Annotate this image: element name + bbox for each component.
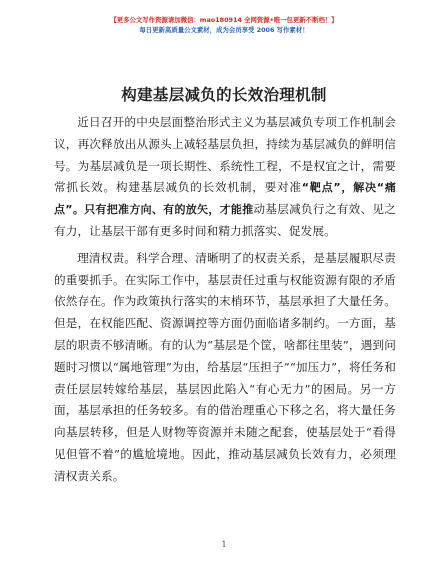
paragraph-intro-bold: “靶点”，解决“痛点”。只有把准方向、有的放矢，才能推	[54, 181, 396, 217]
document-body	[54, 112, 396, 488]
promo-banner-line-2: 每日更新高质量公文素材，成为会员享受 2006 写作素材！	[139, 26, 309, 34]
paragraph-clarify-responsibilities: 理清权责。科学合理、清晰明了的权责关系，是基层履职尽责的重要抓手。在实际工作中，基层责任过重与权能资源有限的矛盾依然存在。作为政策执行落实的末梢环节，基层承担了大量任务。但是，在权能匹配、资源调控等方面仍面临诸多制约。一方面，基层的职责不够清晰。有的认为“基层是个筐，啥都往里装”，遇到问题时习惯以“属地管理”为由，给基层“压担子”“加压力”，将任务和责任层层转嫁给基层，基层因此陷入“有心无力”的困局。另一方面，基层承担的任务较多。有的借治理重心下移之名，将大量任务向基层转移，但是人财物等资源并未随之配套，使基层处于“看得见但管不着”的尴尬境地。因此，推动基层减负长效有力，必须理清权责关系。	[54, 250, 396, 483]
promo-banner	[0, 15, 448, 35]
promo-banner-line-1: 【更多公文写作资源请加微信：mao180914 全网资源•唯一包更新不断档！】	[110, 16, 338, 24]
paragraph-intro-tail: 动基层减负行之有效、见之有力，让基层干部有更多时间和精力抓落实、促发展。	[54, 202, 396, 238]
page-number: 1	[221, 540, 227, 549]
paragraph-intro	[54, 112, 396, 243]
document-title: 构建基层减负的长效治理机制	[121, 86, 327, 104]
paragraph-intro-text: 近日召开的中央层面整治形式主义为基层减负专项工作机制会议，再次释放出从源头上减轻基层负担，持续为基层减负的鲜明信号。为基层减负是一项长期性、系统性工程，不是权宜之计，需要常抓长效。构建基层减负的长效机制，要对准	[54, 115, 396, 195]
